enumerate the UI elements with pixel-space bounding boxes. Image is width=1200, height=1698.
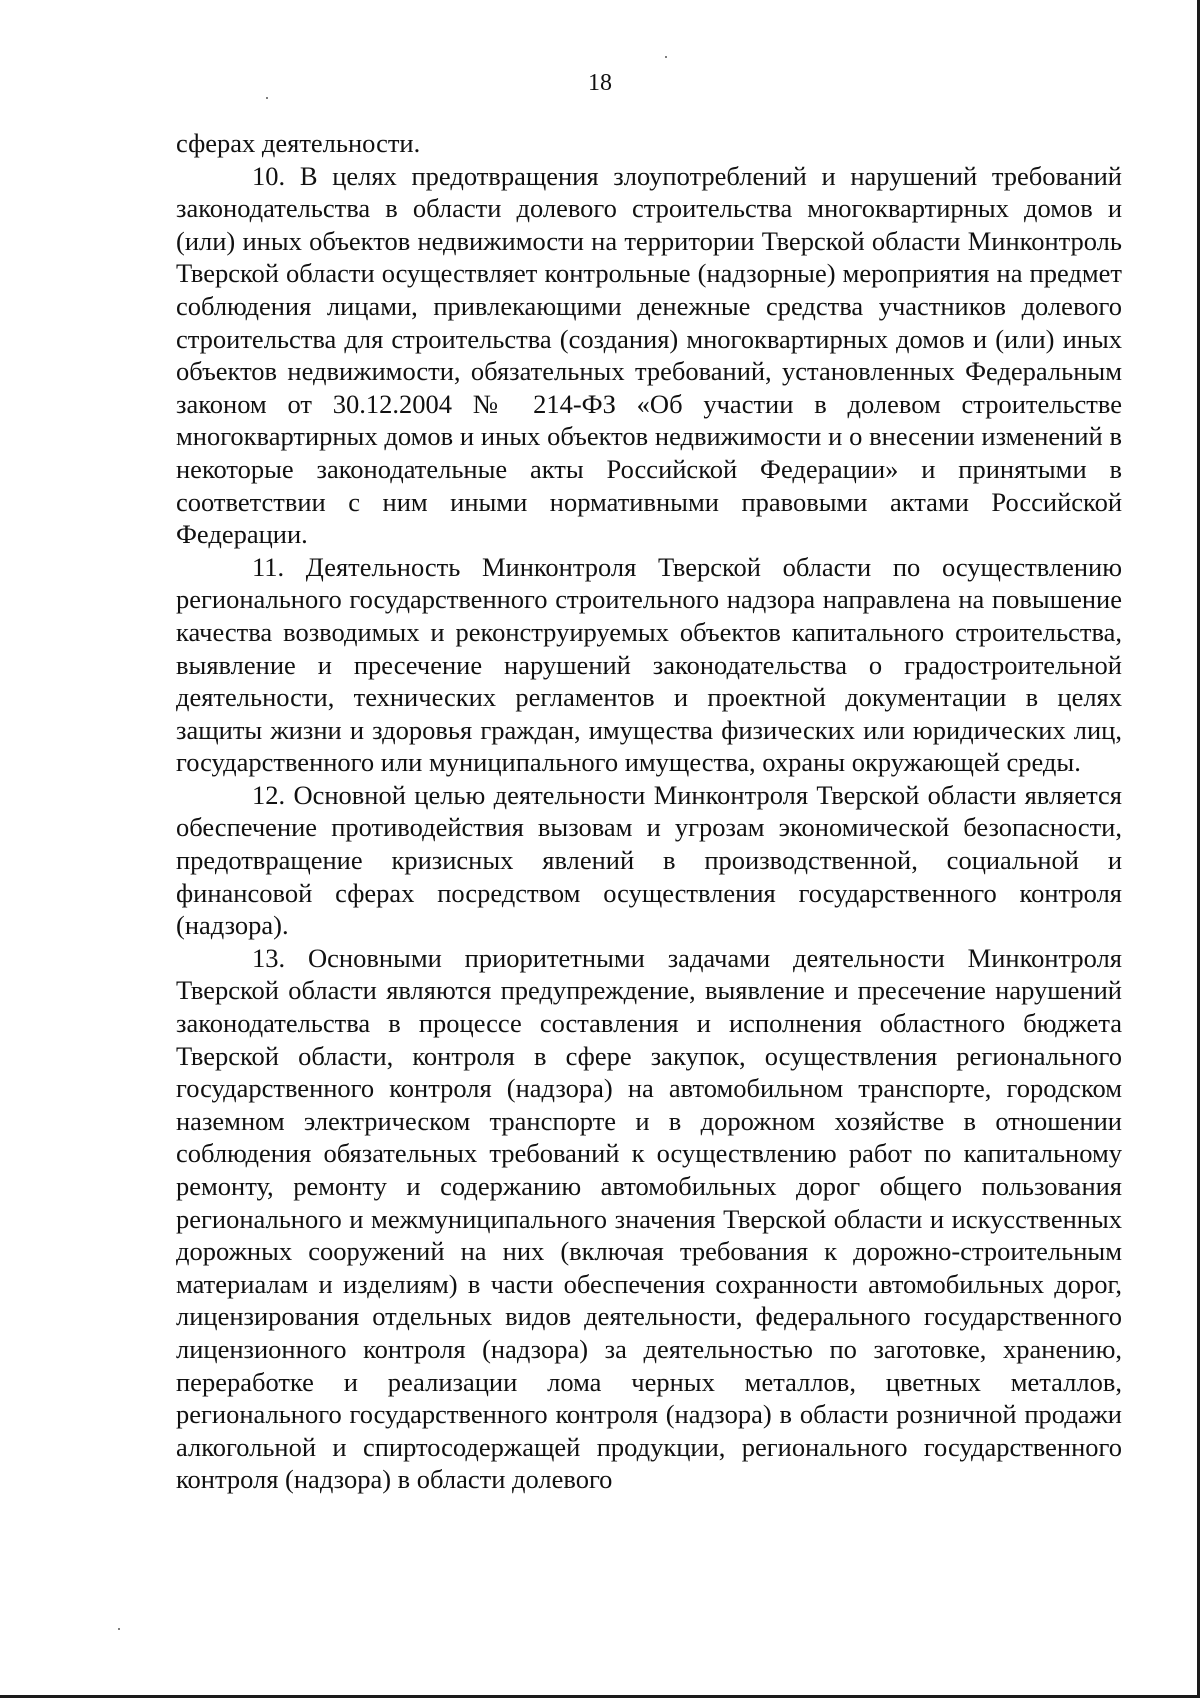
scan-speck (665, 56, 667, 58)
paragraph-12: 12. Основной целью деятельности Минконтроля Тверской области является обеспечение противодействия вызовам и угрозам экономической безопасности, предотвращение кризисных явлений в производственной, социальной и финансовой сферах посредством осуществления государственного контроля (надзора). (176, 779, 1122, 941)
page-number: 18 (588, 70, 612, 96)
document-body (176, 127, 1122, 1496)
scan-speck (266, 97, 268, 99)
paragraph-10: 10. В целях предотвращения злоупотреблений и нарушений требований законодательства в области долевого строительства многоквартирных домов и (или) иных объектов недвижимости на территории Тверской области Минконтроль Тверской области осуществляет контрольные (надзорные) мероприятия на предмет соблюдения лицами, привлекающими денежные средства участников долевого строительства для строительства (создания) многоквартирных домов и (или) иных объектов недвижимости, обязательных требований, установленных Федеральным законом от 30.12.2004 № 214-ФЗ «Об участии в долевом строительстве многоквартирных домов и иных объектов недвижимости и о внесении изменений в некоторые законодательные акты Российской Федерации» и принятыми в соответствии с ним иными нормативными правовыми актами Российской Федерации. (176, 160, 1122, 550)
scan-speck (118, 1628, 120, 1630)
paragraph-13: 13. Основными приоритетными задачами деятельности Минконтроля Тверской области являются предупреждение, выявление и пресечение нарушений законодательства в процессе составления и исполнения областного бюджета Тверской области, контроля в сфере закупок, осуществления регионального государственного контроля (надзора) на автомобильном транспорте, городском наземном электрическом транспорте и в дорожном хозяйстве в отношении соблюдения обязательных требований к осуществлению работ по капитальному ремонту, ремонту и содержанию автомобильных дорог общего пользования регионального и межмуниципального значения Тверской области и искусственных дорожных сооружений на них (включая требования к дорожно-строительным материалам и изделиям) в части обеспечения сохранности автомобильных дорог, лицензирования отдельных видов деятельности, федерального государственного лицензионного контроля (надзора) за деятельностью по заготовке, хранению, переработке и реализации лома черных металлов, цветных металлов, регионального государственного контроля (надзора) в области розничной продажи алкогольной и спиртосодержащей продукции, регионального государственного контроля (надзора) в области долевого (176, 942, 1122, 1495)
paragraph-continuation: сферах деятельности. (176, 128, 421, 158)
paragraph-11: 11. Деятельность Минконтроля Тверской области по осуществлению регионального государственного строительного надзора направлена на повышение качества возводимых и реконструируемых объектов капитального строительства, выявление и пресечение нарушений законодательства о градостроительной деятельности, технических регламентов и проектной документации в целях защиты жизни и здоровья граждан, имущества физических или юридических лиц, государственного или муниципального имущества, охраны окружающей среды. (176, 551, 1122, 778)
